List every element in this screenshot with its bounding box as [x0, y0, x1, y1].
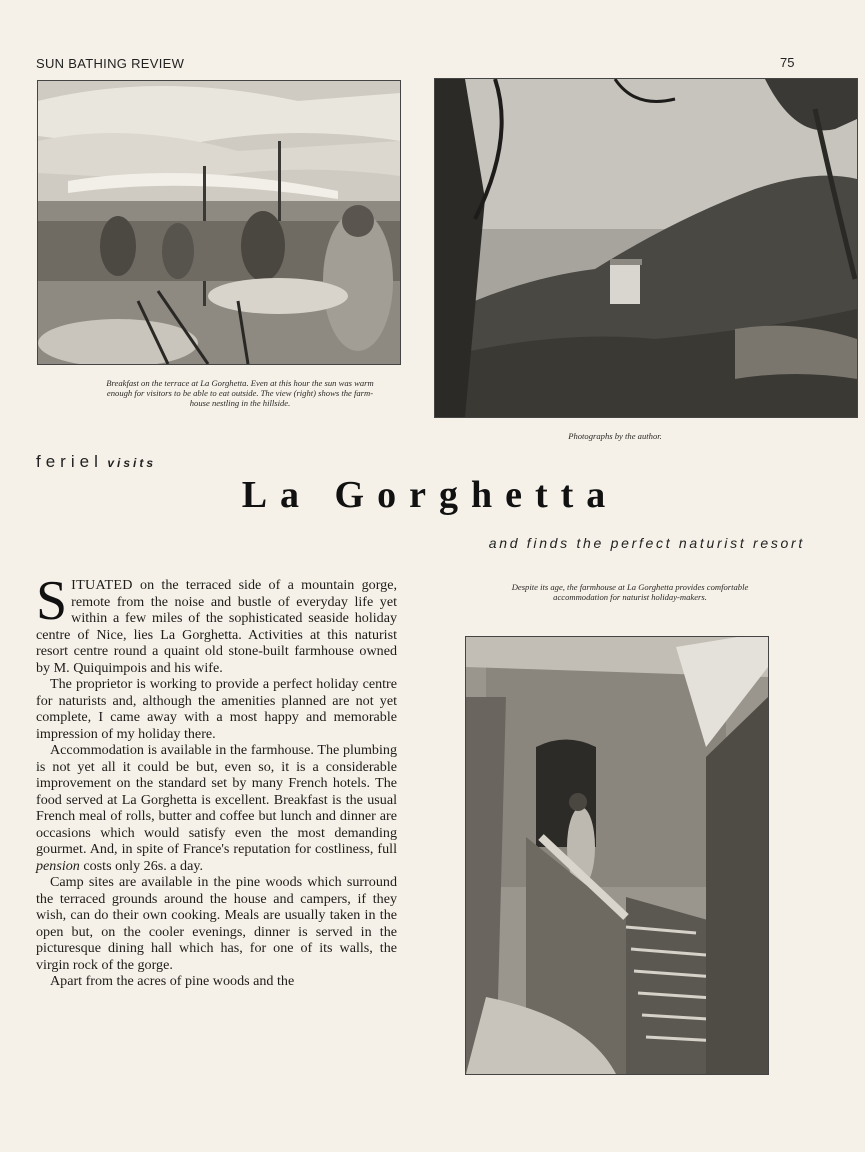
photo-credit: Photographs by the author.: [568, 431, 662, 441]
paragraph-text: Accommodation is available in the farmhouse. The plumbing is not yet all it could be but, even so, it is a considerable improvement on the standard set by many French hotels. The food served at La Gorghetta is excellent. Breakfast is the usual French meal of rolls, butter and coffee but lunch and dinner are occasions which would satisfy even the most demanding gourmet. And, in spite of France's reputation for costliness, full: [36, 742, 397, 857]
running-head: SUN BATHING REVIEW: [36, 56, 185, 71]
farmhouse-photo-caption: Despite its age, the farmhouse at La Gorghetta provides comfortable accommodation for naturist holiday-makers.: [511, 582, 749, 602]
article-paragraph: [36, 570, 397, 676]
farmhouse-stairs-photo: [465, 636, 769, 1075]
article-body: [36, 570, 397, 990]
terrace-breakfast-photo: [37, 80, 401, 365]
article-paragraph: Apart from the acres of pine woods and the: [50, 973, 295, 989]
byline-verb: visits: [107, 456, 156, 470]
article-headline: La Gorghetta: [241, 474, 619, 516]
article-paragraph: [36, 742, 397, 874]
drop-cap: S: [36, 570, 68, 632]
author-name: feriel: [36, 452, 103, 471]
paragraph-text: on the terraced side of a mountain gorge, remote from the noise and bustle of everyday life yet within a few miles of the sophisticated seaside holiday centre of Nice, lies La Gorghetta. Activities at this naturist resort centre round a quaint old stone-built farmhouse owned by M. Quiquimpois and his wife.: [36, 577, 397, 676]
article-subhead: and finds the perfect naturist resort: [488, 535, 805, 551]
terrace-photo-caption: Breakfast on the terrace at La Gorghetta. Even at this hour the sun was warm enough for visitors to be able to eat outside. The view (right) shows the farm-house nestling in the hillside.: [106, 378, 374, 408]
article-paragraph: The proprietor is working to provide a perfect holiday centre for naturists and, although the amenities planned are not yet complete, I came away with a most happy and memorable impression of my holiday there.: [36, 676, 397, 742]
italic-term: pension: [36, 857, 80, 874]
paragraph-text: costs only 26s. a day.: [79, 857, 204, 874]
hillside-farmhouse-photo: [434, 78, 858, 418]
byline: [36, 452, 156, 472]
page-number: 75: [780, 55, 795, 70]
lead-caps: ITUATED: [71, 577, 133, 593]
article-paragraph: Camp sites are available in the pine woods which surround the terraced grounds around the house and campers, if they wish, can do their own cooking. Meals are usually taken in the open but, on the cooler evenings, dinner is served in the picturesque dining hall which has, for one of its walls, the virgin rock of the gorge.: [36, 874, 397, 973]
